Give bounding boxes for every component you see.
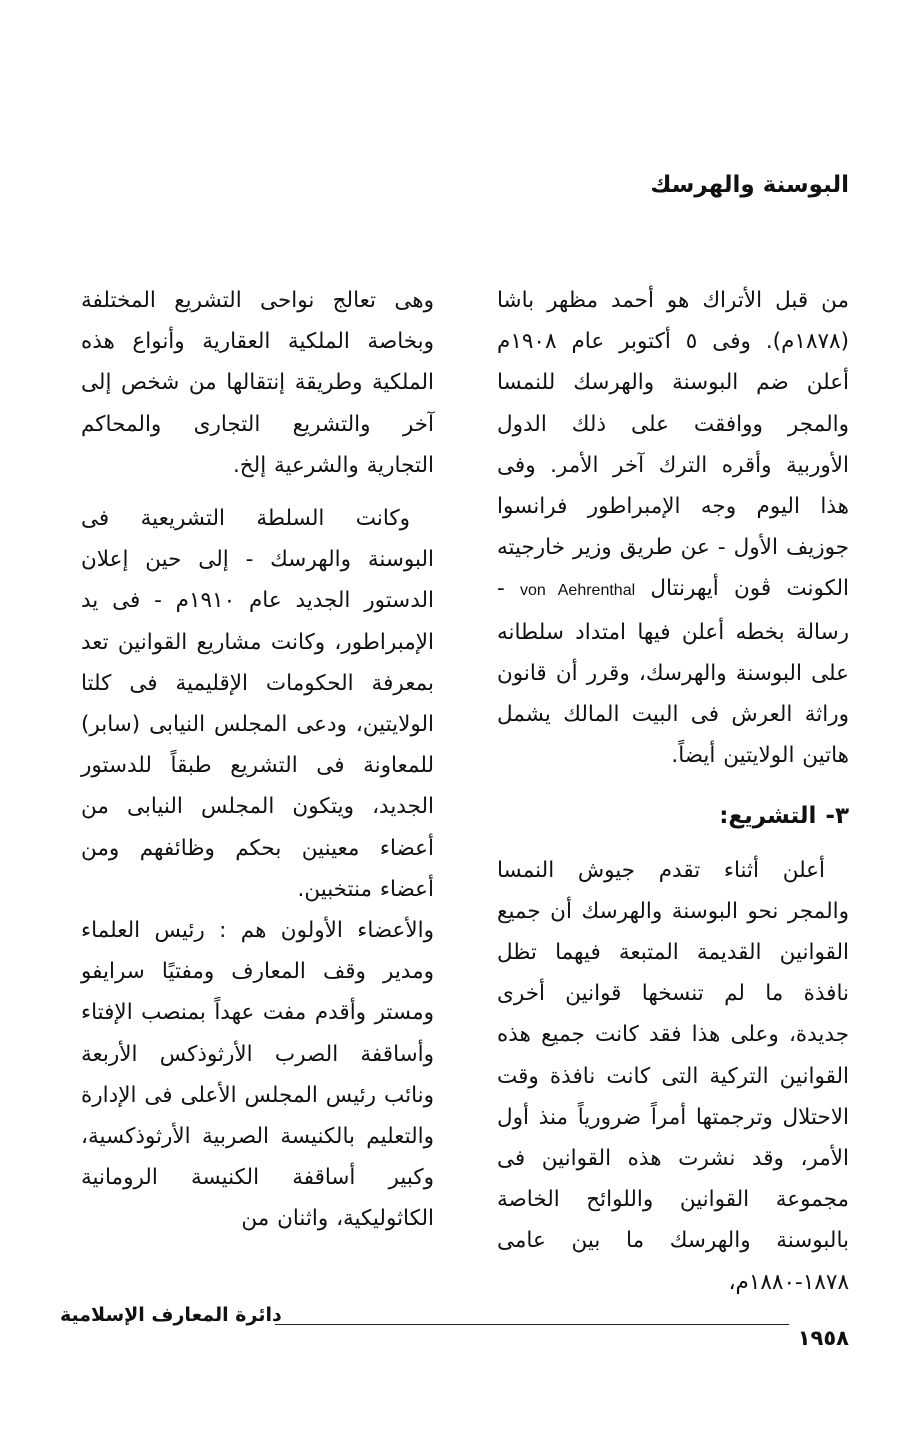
paragraph [497,280,849,776]
paragraph-text: من قبل الأتراك هو أحمد مظهر باشا (١٨٧٨م). وفى ٥ أكتوبر عام ١٩٠٨م أعلن ضم البوسنة والهرسك للنمسا والمجر ووافقت على ذلك الدول الأوربية وأقره الترك آخر الأمر. وفى هذا اليوم وجه الإمبراطور فرانسوا جوزيف الأول - عن طريق وزير خارجيته الكونت ڤون أيهرنتال [497,288,849,602]
paragraph: أعلن أثناء تقدم جيوش النمسا والمجر نحو البوسنة والهرسك أن جميع القوانين القديمة المتبعة فيهما تظل نافذة ما لم تنسخها قوانين أخرى جديدة، وعلى هذا فقد كانت جميع هذه القوانين التركية التى كانت نافذة وقت الاحتلال وترجمتها أمراً ضرورياً منذ أول الأمر، وقد نشرت هذه القوانين فى مجموعة القوانين واللوائح الخاصة بالبوسنة والهرسك ما بين عامى ١٨٧٨-١٨٨٠م، [497,857,849,1295]
running-head: البوسنة والهرسك [650,172,849,198]
paragraph: والأعضاء الأولون هم : رئيس العلماء ومدير وقف المعارف ومفتيًا سرايفو ومستر وأقدم مفت عهداً بمنصب الإفتاء وأساقفة الصرب الأرثوذكس الأربعة ونائب رئيس المجلس الأعلى فى الإدارة والتعليم بالكنيسة الصربية الأرثوذكسية، وكبير أساقفة الكنيسة الرومانية الكاثوليكية، واثنان من [81,918,434,1232]
left-column [81,280,434,1240]
paragraph: وكانت السلطة التشريعية فى البوسنة والهرسك - إلى حين إعلان الدستور الجديد عام ١٩١٠م - فى يد الإمبراطور، وكانت مشاريع القوانين تعد بمعرفة الحكومات الإقليمية فى كلتا الولايتين، ودعى المجلس النيابى (سابر) للمعاونة فى التشريع طبقاً للدستور الجديد، ويتكون المجلس النيابى من أعضاء معينين بحكم وظائفهم ومن أعضاء منتخبين. [81,506,435,902]
latin-name: von Aehrenthal [520,582,636,600]
paragraph-text: - رسالة بخطه أعلن فيها امتداد سلطانه على البوسنة والهرسك، وقرر أن قانون وراثة العرش فى البيت المالك يشمل هاتين الولايتين أيضاً. [497,576,849,769]
footer-title: دائرة المعارف الإسلامية [60,1304,282,1326]
paragraph: وهى تعالج نواحى التشريع المختلفة وبخاصة الملكية العقارية وأنواع هذه الملكية وطريقة إنتقالها من شخص إلى آخر والتشريع التجارى والمحاكم التجارية والشرعية إلخ. [81,288,434,478]
right-column [497,280,849,1303]
page-footer [60,1300,849,1360]
footer-rule [275,1324,789,1325]
section-heading: ٣- التشريع: [719,803,849,830]
page-number: ١٩٥٨ [797,1326,849,1350]
